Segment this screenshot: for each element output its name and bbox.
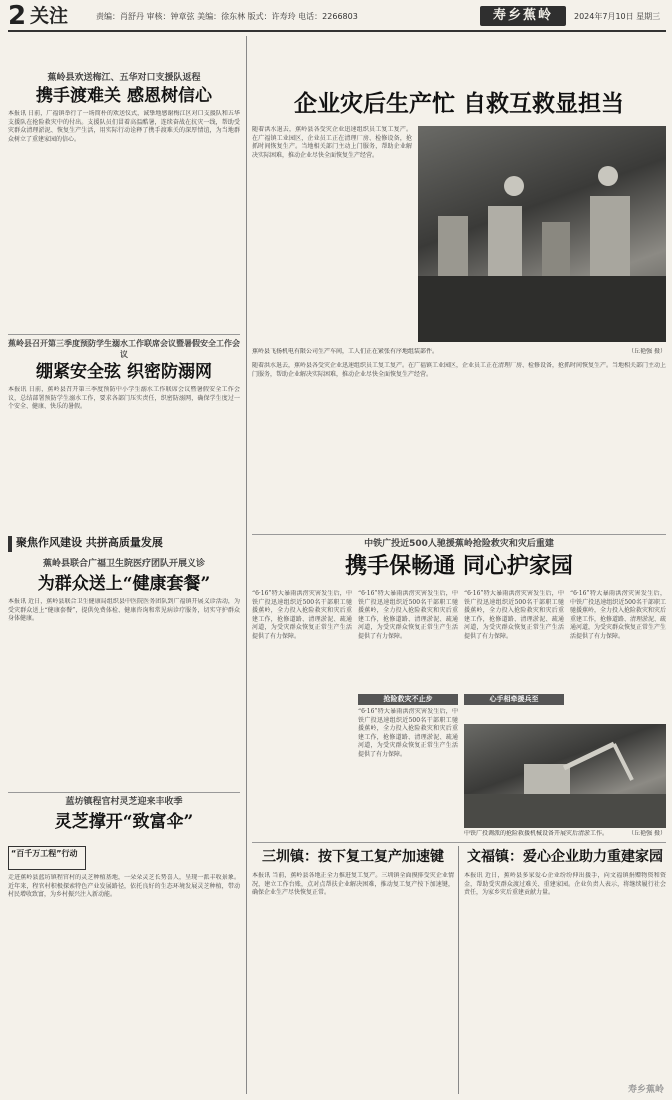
main-headline: 企业灾后生产忙 自救互救显担当 [293, 90, 624, 117]
article-kicker: 蓝坊镇程官村灵芝迎来丰收季 [65, 797, 183, 807]
article-body: 本报讯 日前，广福镇举行了一场简朴的欢送仪式，诚挚地感谢梅江区对口支援队和五华支援队在抢险救灾中的付出。支援队员们冒着高温酷暑，连续奋战在抗灾一线，帮助受灾群众清理淤泥、恢复生产生活，用实际行动诠释了携手渡难关的深厚情谊，为当地群众树立了重建家园的信心。 [8, 110, 240, 143]
article-body: 本报讯 近日，蕉岭县联合卫生健康局组织县中医院医务团队到广福镇开展义诊活动，为受灾群众送上“健康套餐”，提供免费体检、健康咨询和常见病诊疗服务，切实守护群众身体健康。 [8, 598, 240, 623]
photo-caption: 中铁广投调派的抢险救援机械设备开展灾后清淤工作。 [464, 830, 609, 837]
article-headline: 三圳镇：按下复工复产加速键 [262, 849, 444, 865]
article-body: “6·16”特大暴雨洪涝灾害发生后，中铁广投迅速组织近500名干部职工驰援蕉岭，全力投入抢险救灾和灾后重建工作，抢修道路、清理淤泥、疏通河道，为受灾群众恢复正常生产生活提供了有力保障。 [358, 590, 458, 640]
header-rule [8, 30, 666, 32]
article-headline: 携手保畅通 同心护家园 [345, 553, 573, 579]
article-body: “6·16”特大暴雨洪涝灾害发生后，中铁广投迅速组织近500名干部职工驰援蕉岭，全力投入抢险救灾和灾后重建工作，抢修道路、清理淤泥、疏通河道，为受灾群众恢复正常生产生活提供了有力保障。 [252, 590, 352, 640]
article-body: 本报讯 当前，蕉岭县各地正全力推进复工复产。三圳镇全面摸排受灾企业情况，建立工作台账，点对点帮扶企业解决困难，推动复工复产按下加速键，确保企业生产尽快恢复正常。 [252, 872, 454, 897]
article-divider [252, 842, 666, 843]
article-divider [252, 534, 666, 535]
column-box [8, 846, 86, 870]
article-kicker: 蕉岭县召开第三季度预防学生溺水工作联席会议暨暑假安全工作会议 [8, 339, 240, 359]
article-body: “6·16”特大暴雨洪涝灾害发生后，中铁广投迅速组织近500名干部职工驰援蕉岭，全力投入抢险救灾和灾后重建工作，抢修道路、清理淤泥、疏通河道，为受灾群众恢复正常生产生活提供了有力保障。 [570, 590, 666, 640]
excavator-photo [464, 724, 666, 828]
article-subhead: 抢险救灾不止步 [358, 694, 458, 705]
newspaper-logo: 寿乡蕉岭 [480, 6, 566, 26]
page-number: 2 [8, 2, 27, 30]
watermark: 寿乡蕉岭 [627, 1085, 664, 1095]
column-divider [246, 36, 247, 1094]
article-divider [8, 334, 240, 335]
article-headline: 为群众送上“健康套餐” [37, 574, 211, 594]
article-body: “6·16”特大暴雨洪涝灾害发生后，中铁广投迅速组织近500名干部职工驰援蕉岭，全力投入抢险救灾和灾后重建工作，抢修道路、清理淤泥、疏通河道，为受灾群众恢复正常生产生活提供了有力保障。 [358, 708, 458, 758]
article-subhead: 心手相牵援兵至 [464, 694, 564, 705]
article-divider [8, 792, 240, 793]
article-body: 走进蕉岭县蓝坊镇程官村的灵芝种植基地，一朵朵灵芝长势喜人，呈现一派丰收景象。近年来，程官村积极探索特色产业发展路径，依托良好的生态环境发展灵芝种植，带动村民增收致富，为乡村振兴注入新动能。 [8, 874, 240, 899]
factory-photo [418, 126, 666, 342]
column-box-title: “百千万工程”行动 [11, 849, 78, 858]
page-section: 关注 [30, 5, 69, 27]
editor-credits: 责编：肖舒丹 审核：钟章弦 美编：徐东林 版式：许寿玲 电话：2266803 [96, 12, 358, 21]
issue-date: 2024年7月10日 星期三 [574, 12, 661, 21]
column-divider [458, 846, 459, 1094]
photo-credit: （丘艳强 摄） [628, 348, 666, 355]
article-headline: 携手渡难关 感恩树信心 [36, 86, 212, 106]
article-body: 本报讯 日前，蕉岭县召开第三季度预防中小学生溺水工作联席会议暨暑假安全工作会议，总结部署预防学生溺水工作，要求各部门压实责任，织密防溺网，确保学生度过一个安全、健康、快乐的暑假。 [8, 386, 240, 411]
photo-credit: （丘艳强 摄） [628, 830, 666, 837]
article-headline: 灵芝撑开“致富伞” [54, 812, 194, 832]
excavator-photo-art [464, 724, 666, 828]
section-banner: 聚焦作风建设 共拼高质量发展 [8, 536, 240, 552]
article-kicker: 中铁广投近500人驰援蕉岭抢险救灾和灾后重建 [364, 539, 554, 549]
article-kicker: 蕉岭县欢送梅江、五华对口支援队返程 [47, 73, 201, 83]
photo-caption: 蕉岭县飞扬机电有限公司生产车间，工人们正在紧张有序地组装部件。 [252, 348, 439, 355]
article-body: “6·16”特大暴雨洪涝灾害发生后，中铁广投迅速组织近500名干部职工驰援蕉岭，全力投入抢险救灾和灾后重建工作，抢修道路、清理淤泥、疏通河道，为受灾群众恢复正常生产生活提供了有力保障。 [464, 590, 564, 640]
article-headline: 绷紧安全弦 织密防溺网 [36, 362, 212, 382]
page-header [0, 0, 672, 32]
article-kicker: 蕉岭县联合广福卫生院医疗团队开展义诊 [42, 559, 205, 569]
article-body: 随着洪水退去，蕉岭县各受灾企业迅速组织员工复工复产。在广福镇工业园区，企业员工正在清理厂房、检修设备，抢抓时间恢复生产。当地相关部门主动上门服务，帮助企业解决实际困难，推动企业尽快全面恢复生产经营。 [252, 126, 412, 159]
article-body: 本报讯 近日，蕉岭县多家爱心企业纷纷伸出援手，向文福镇捐赠物资和资金，帮助受灾群众渡过难关、重建家园。企业负责人表示，将继续履行社会责任，为家乡灾后重建贡献力量。 [464, 872, 666, 897]
article-body: 随着洪水退去，蕉岭县各受灾企业迅速组织员工复工复产。在广福镇工业园区，企业员工正在清理厂房、检修设备，抢抓时间恢复生产。当地相关部门主动上门服务，帮助企业解决实际困难，推动企业尽快全面恢复生产经营。 [252, 362, 666, 378]
article-headline: 文福镇：爱心企业助力重建家园 [467, 849, 663, 865]
factory-photo-art [418, 126, 666, 342]
